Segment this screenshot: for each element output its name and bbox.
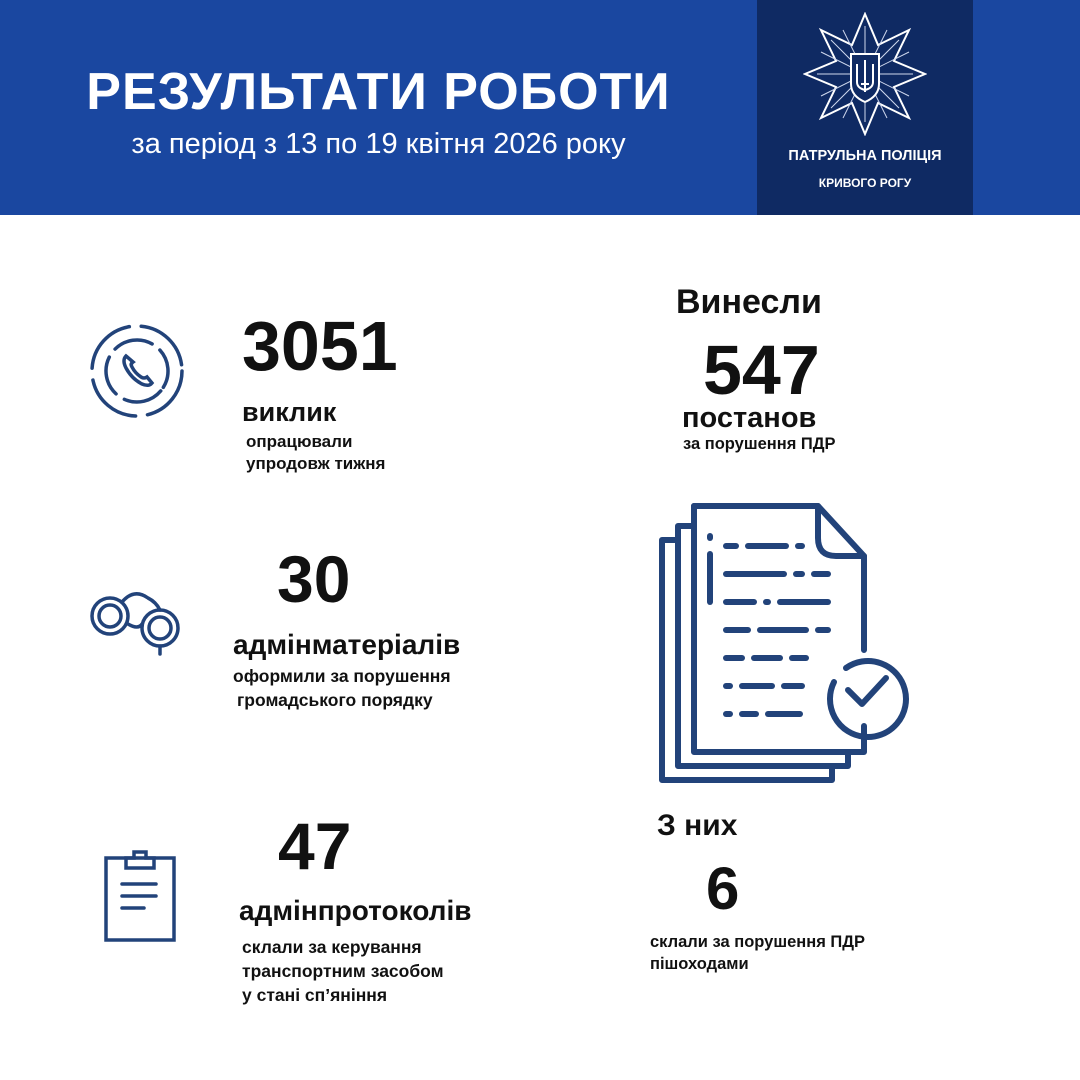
resolutions-intro: Винесли (676, 283, 822, 321)
of-them-intro: З них (657, 809, 738, 842)
materials-desc-line: громадського порядку (237, 690, 433, 710)
materials-value: 30 (277, 542, 351, 616)
pedestrians-desc-line: пішоходами (650, 955, 749, 973)
materials-label: адмінматеріалів (233, 629, 461, 660)
resolutions-desc: за порушення ПДР (683, 435, 836, 453)
resolutions-value: 547 (703, 331, 820, 409)
calls-desc-line: упродовж тижня (246, 454, 386, 473)
materials-desc-line: оформили за порушення (233, 666, 451, 686)
police-star-emblem-icon (803, 12, 927, 136)
clipboard-icon (100, 848, 180, 944)
pedestrians-value: 6 (706, 855, 740, 922)
calls-value: 3051 (242, 307, 398, 385)
protocols-label: адмінпротоколів (239, 895, 472, 926)
period-subtitle: за період з 13 по 19 квітня 2026 року (131, 128, 626, 160)
protocols-desc-line: у стані сп’яніння (242, 985, 388, 1005)
header-banner (0, 0, 1080, 215)
pedestrians-desc-line: склали за порушення ПДР (650, 933, 866, 951)
protocols-desc-line: склали за керування (242, 937, 422, 957)
pedestrians-desc (650, 931, 865, 975)
page-title: РЕЗУЛЬТАТИ РОБОТИ (86, 63, 671, 121)
logo-title: ПАТРУЛЬНА ПОЛІЦІЯ (788, 148, 942, 164)
materials-desc (233, 664, 451, 712)
protocols-value: 47 (278, 809, 352, 883)
calls-label: виклик (242, 397, 337, 427)
police-logo (757, 0, 973, 215)
calls-desc-line: опрацювали (246, 432, 353, 451)
handcuffs-icon (88, 580, 188, 660)
calls-desc (246, 431, 385, 475)
logo-city: КРИВОГО РОГУ (818, 176, 912, 190)
documents-check-icon (656, 498, 914, 783)
protocols-desc-line: транспортним засобом (242, 961, 444, 981)
phone-icon (88, 322, 186, 420)
protocols-desc (242, 935, 444, 1007)
resolutions-label: постанов (682, 402, 817, 434)
